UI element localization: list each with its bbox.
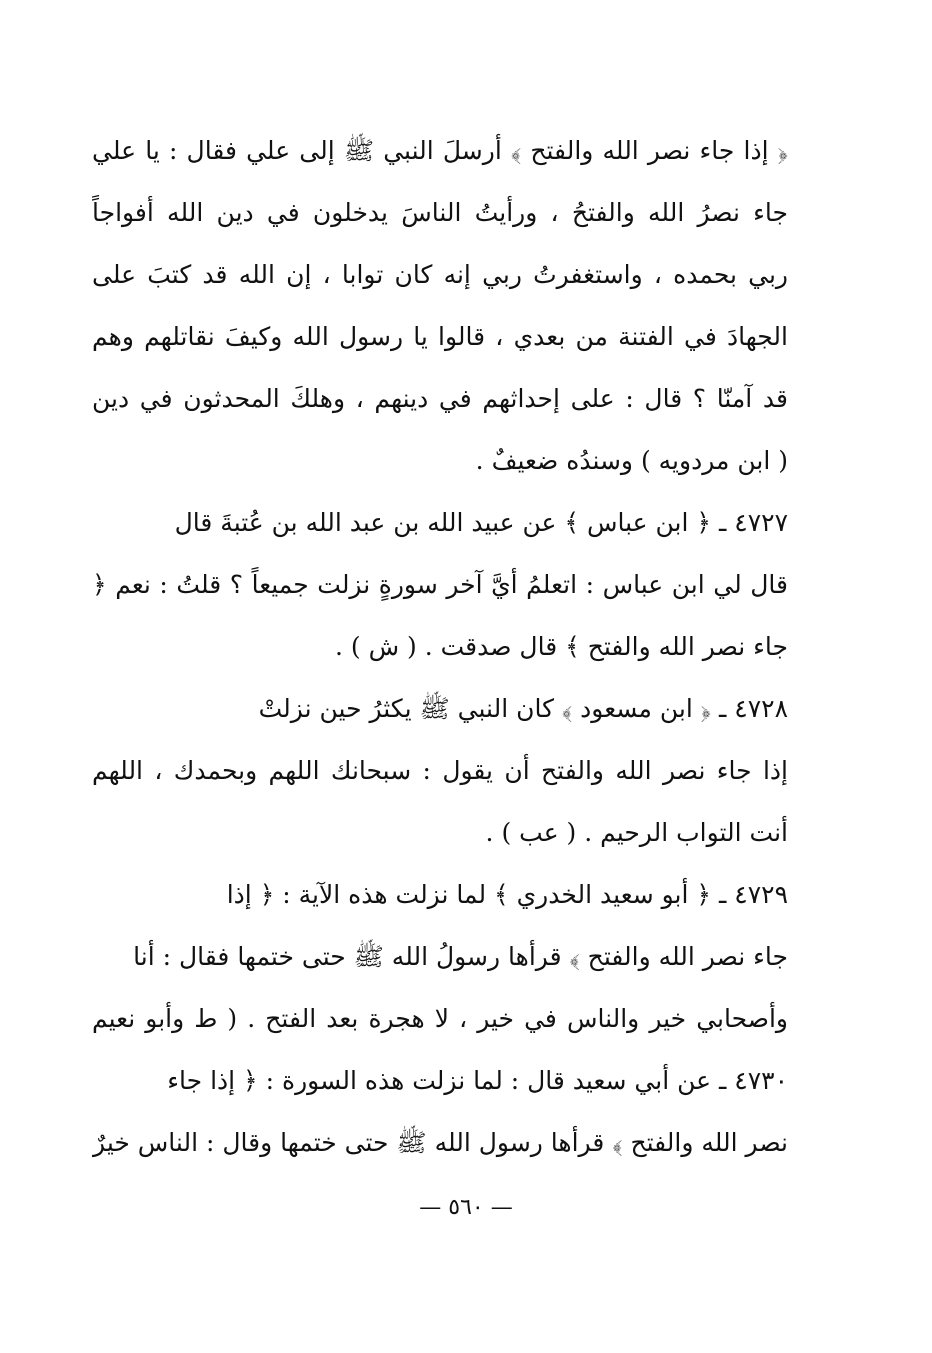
text-line: جاء نصر الله والفتح ﴾ قال صدقت . ( ش ) . (334, 632, 788, 661)
text-line: ٤٧٢٩ ـ ﴿ أبو سعيد الخدري ﴾ لما نزلت هذه الآية : ﴿ إذا (226, 880, 788, 909)
paragraph-hadith-intro (92, 120, 788, 492)
text-line: ( ابن مردويه ) وسندُه ضعيفٌ . (475, 446, 788, 475)
text-line: ٤٧٣٠ ـ عن أبي سعيد قال : لما نزلت هذه السورة : ﴿ إذا جاء (167, 1066, 788, 1095)
text-line: جاء نصر الله والفتح ﴾ قرأها رسولُ الله ﷺ حتى ختمها فقال : أنا (133, 942, 788, 971)
paragraph-hadith-4727 (92, 492, 788, 678)
text-line: ربي بحمده ، واستغفرتُ ربي إنه كان توابا ، إن الله قد كتبَ على (92, 260, 788, 289)
text-line: وأصحابي خير والناس في خير ، لا هجرة بعد الفتح . ( ط وأبو نعيم (92, 1004, 788, 1033)
paragraph-hadith-4730 (92, 1050, 788, 1174)
paragraph-hadith-4728 (92, 678, 788, 864)
text-line: جاء نصرُ الله والفتحُ ، ورأيتُ الناسَ يدخلون في دين الله أفواجاً (92, 198, 788, 227)
text-line: قال لي ابن عباس : اتعلمُ أيَّ آخر سورةٍ نزلت جميعاً ؟ قلتُ : نعم ﴿ (92, 570, 788, 599)
text-line: نصر الله والفتح ﴾ قرأها رسول الله ﷺ حتى ختمها وقال : الناس خيرٌ (93, 1128, 788, 1157)
page-number: — ٥٦٠ — (419, 1195, 513, 1220)
text-line: أنت التواب الرحيم . ( عب ) . (485, 818, 788, 847)
paragraph-hadith-4729 (92, 864, 788, 1050)
text-line: إذا جاء نصر الله والفتح أن يقول : سبحانك اللهم وبحمدك ، اللهم (92, 756, 788, 785)
text-line: ﴿ إذا جاء نصر الله والفتح ﴾ أرسلَ النبي ﷺ إلى علي فقال : يا علي (92, 136, 788, 165)
text-line: ٤٧٢٧ ـ ﴿ ابن عباس ﴾ عن عبيد الله بن عبد الله بن عُتبةَ قال (174, 508, 788, 537)
text-line: قد آمنّا ؟ قال : على إحداثهم في دينهم ، وهلكَ المحدثون في دين (92, 384, 788, 413)
text-line: الجهادَ في الفتنة من بعدي ، قالوا يا رسول الله وكيفَ نقاتلهم وهم (92, 322, 788, 351)
text-line: ٤٧٢٨ ـ ﴿ ابن مسعود ﴾ كان النبي ﷺ يكثرُ حين نزلتْ (258, 694, 788, 723)
